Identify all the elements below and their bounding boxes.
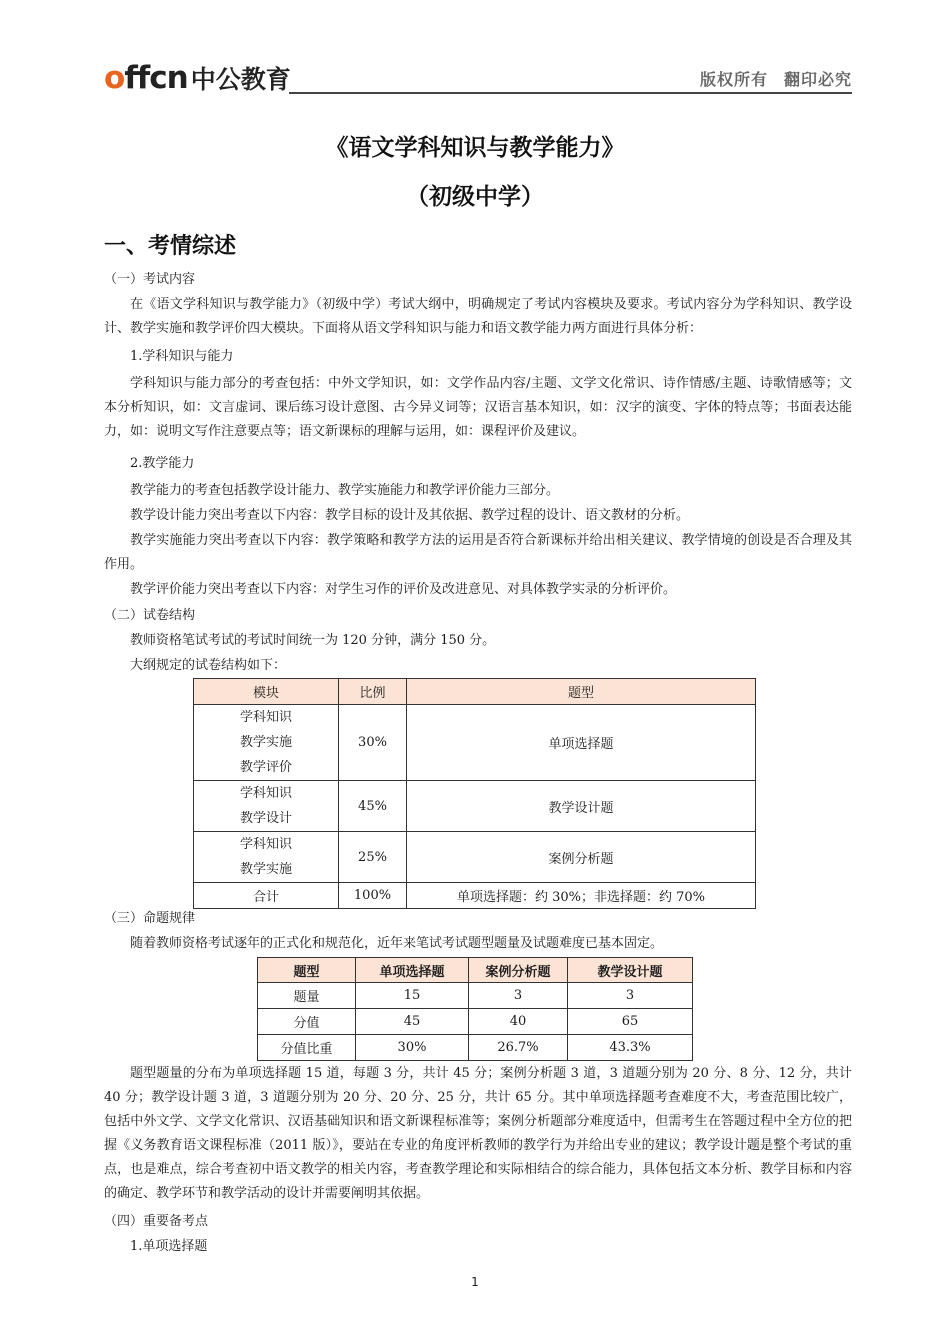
table-cell: 30% <box>356 1035 469 1061</box>
paragraph: 在《语文学科知识与教学能力》（初级中学）考试大纲中，明确规定了考试内容模块及要求。考试内容分为学科知识、教学设计、教学实施和教学评价四大模块。下面将从语文学科知识与能力和语文教学能力两方面进行具体分析： <box>104 297 852 336</box>
subsection-heading: （一）考试内容 <box>104 272 196 287</box>
copyright-notice: 版权所有 翻印必究 <box>699 70 852 89</box>
table-row <box>194 705 756 781</box>
list-item-heading: 1.学科知识与能力 <box>130 349 234 364</box>
table-row <box>258 1035 693 1061</box>
table-cell: 3 <box>568 983 693 1009</box>
table-header-row <box>194 679 756 705</box>
paragraph: 教学评价能力突出考查以下内容：对学生习作的评价及改进意见、对具体教学实录的分析评价。 <box>130 582 677 597</box>
list-item-heading: 2.教学能力 <box>130 456 195 471</box>
page-header <box>104 58 852 98</box>
table-row <box>194 781 756 832</box>
ratio-cell: 45% <box>339 781 407 832</box>
table-cell: 65 <box>568 1009 693 1035</box>
column-header: 题型 <box>407 679 756 705</box>
table-cell: 3 <box>469 983 568 1009</box>
table-cell: 45 <box>356 1009 469 1035</box>
type-cell: 单项选择题：约 30%；非选择题：约 70% <box>407 883 756 909</box>
header-rule <box>289 92 852 94</box>
document-title: 《语文学科知识与教学能力》 <box>325 135 625 161</box>
page-number: 1 <box>471 1275 479 1289</box>
table-cell: 40 <box>469 1009 568 1035</box>
column-header: 案例分析题 <box>469 958 568 983</box>
column-header: 比例 <box>339 679 407 705</box>
table-cell: 分值比重 <box>258 1035 356 1061</box>
paragraph: 大纲规定的试卷结构如下： <box>130 658 287 673</box>
offcn-logo: offcn 中公教育 <box>104 60 291 96</box>
module-cell: 学科知识 教学实施 <box>194 832 339 883</box>
table-row <box>194 832 756 883</box>
table-cell: 43.3% <box>568 1035 693 1061</box>
paragraph: 教师资格笔试考试的考试时间统一为 120 分钟，满分 150 分。 <box>130 633 496 648</box>
paragraph: 题型题量的分布为单项选择题 15 道，每题 3 分，共计 45 分；案例分析题 3 道，3 道题分别为 20 分、8 分、12 分，共计 40 分；教学设计题 3 道，3 道题分别为 20 分、20 分、25 分，共计 65 分。其中单项选择题考查难度不大，考查范围比较广，包括中外文学、文学文化常识、汉语基础知识和语文新课程标准等；案例分析题部分难度适中，但需考生在答题过程中全方位的把握《义务教育语文课程标准（2011 版）》，要站在专业的角度评析教师的教学行为并给出专业的建议；教学设计题是整个考试的重点，也是难点，综合考查初中语文教学的相关内容，考查教学理论和实际相结合的综合能力，具体包括文本分析、教学目标和内容的确定、教学环节和教学活动的设计并需要阐明其依据。 <box>104 1066 852 1201</box>
ratio-cell: 30% <box>339 705 407 781</box>
table-row <box>258 983 693 1009</box>
module-cell: 合计 <box>194 883 339 909</box>
paragraph: 随着教师资格考试逐年的正式化和规范化，近年来笔试考试题型题量及试题难度已基本固定。 <box>130 936 664 951</box>
table-cell: 题量 <box>258 983 356 1009</box>
subsection-heading: （四）重要备考点 <box>104 1214 209 1229</box>
table-cell: 26.7% <box>469 1035 568 1061</box>
table-total-row <box>194 883 756 909</box>
module-cell: 学科知识 教学实施 教学评价 <box>194 705 339 781</box>
type-cell: 教学设计题 <box>407 781 756 832</box>
document-subtitle: （初级中学） <box>406 184 544 210</box>
paragraph: 学科知识与能力部分的考查包括：中外文学知识，如：文学作品内容/主题、文学文化常识、诗作情感/主题、诗歌情感等；文本分析知识，如：文言虚词、课后练习设计意图、古今异义词等；汉语言基本知识，如：汉字的演变、字体的特点等；书面表达能力，如：说明文写作注意要点等；语文新课标的理解与运用，如：课程评价及建议。 <box>104 376 852 439</box>
ratio-cell: 100% <box>339 883 407 909</box>
section-heading: 一、考情综述 <box>104 234 237 259</box>
column-header: 模块 <box>194 679 339 705</box>
paragraph: 教学实施能力突出考查以下内容：教学策略和教学方法的运用是否符合新课标并给出相关建议、教学情境的创设是否合理及其作用。 <box>104 533 852 572</box>
paragraph: 教学能力的考查包括教学设计能力、教学实施能力和教学评价能力三部分。 <box>130 483 560 498</box>
table-cell: 分值 <box>258 1009 356 1035</box>
column-header: 教学设计题 <box>568 958 693 983</box>
exam-structure-table <box>193 678 756 909</box>
paragraph: 教学设计能力突出考查以下内容：教学目标的设计及其依据、教学过程的设计、语文教材的分析。 <box>130 508 690 523</box>
column-header: 单项选择题 <box>356 958 469 983</box>
question-distribution-table <box>257 957 693 1061</box>
ratio-cell: 25% <box>339 832 407 883</box>
table-header-row <box>258 958 693 983</box>
table-row <box>258 1009 693 1035</box>
module-cell: 学科知识 教学设计 <box>194 781 339 832</box>
type-cell: 单项选择题 <box>407 705 756 781</box>
type-cell: 案例分析题 <box>407 832 756 883</box>
list-item-heading: 1.单项选择题 <box>130 1239 208 1254</box>
subsection-heading: （三）命题规律 <box>104 911 196 926</box>
column-header: 题型 <box>258 958 356 983</box>
table-cell: 15 <box>356 983 469 1009</box>
subsection-heading: （二）试卷结构 <box>104 608 196 623</box>
